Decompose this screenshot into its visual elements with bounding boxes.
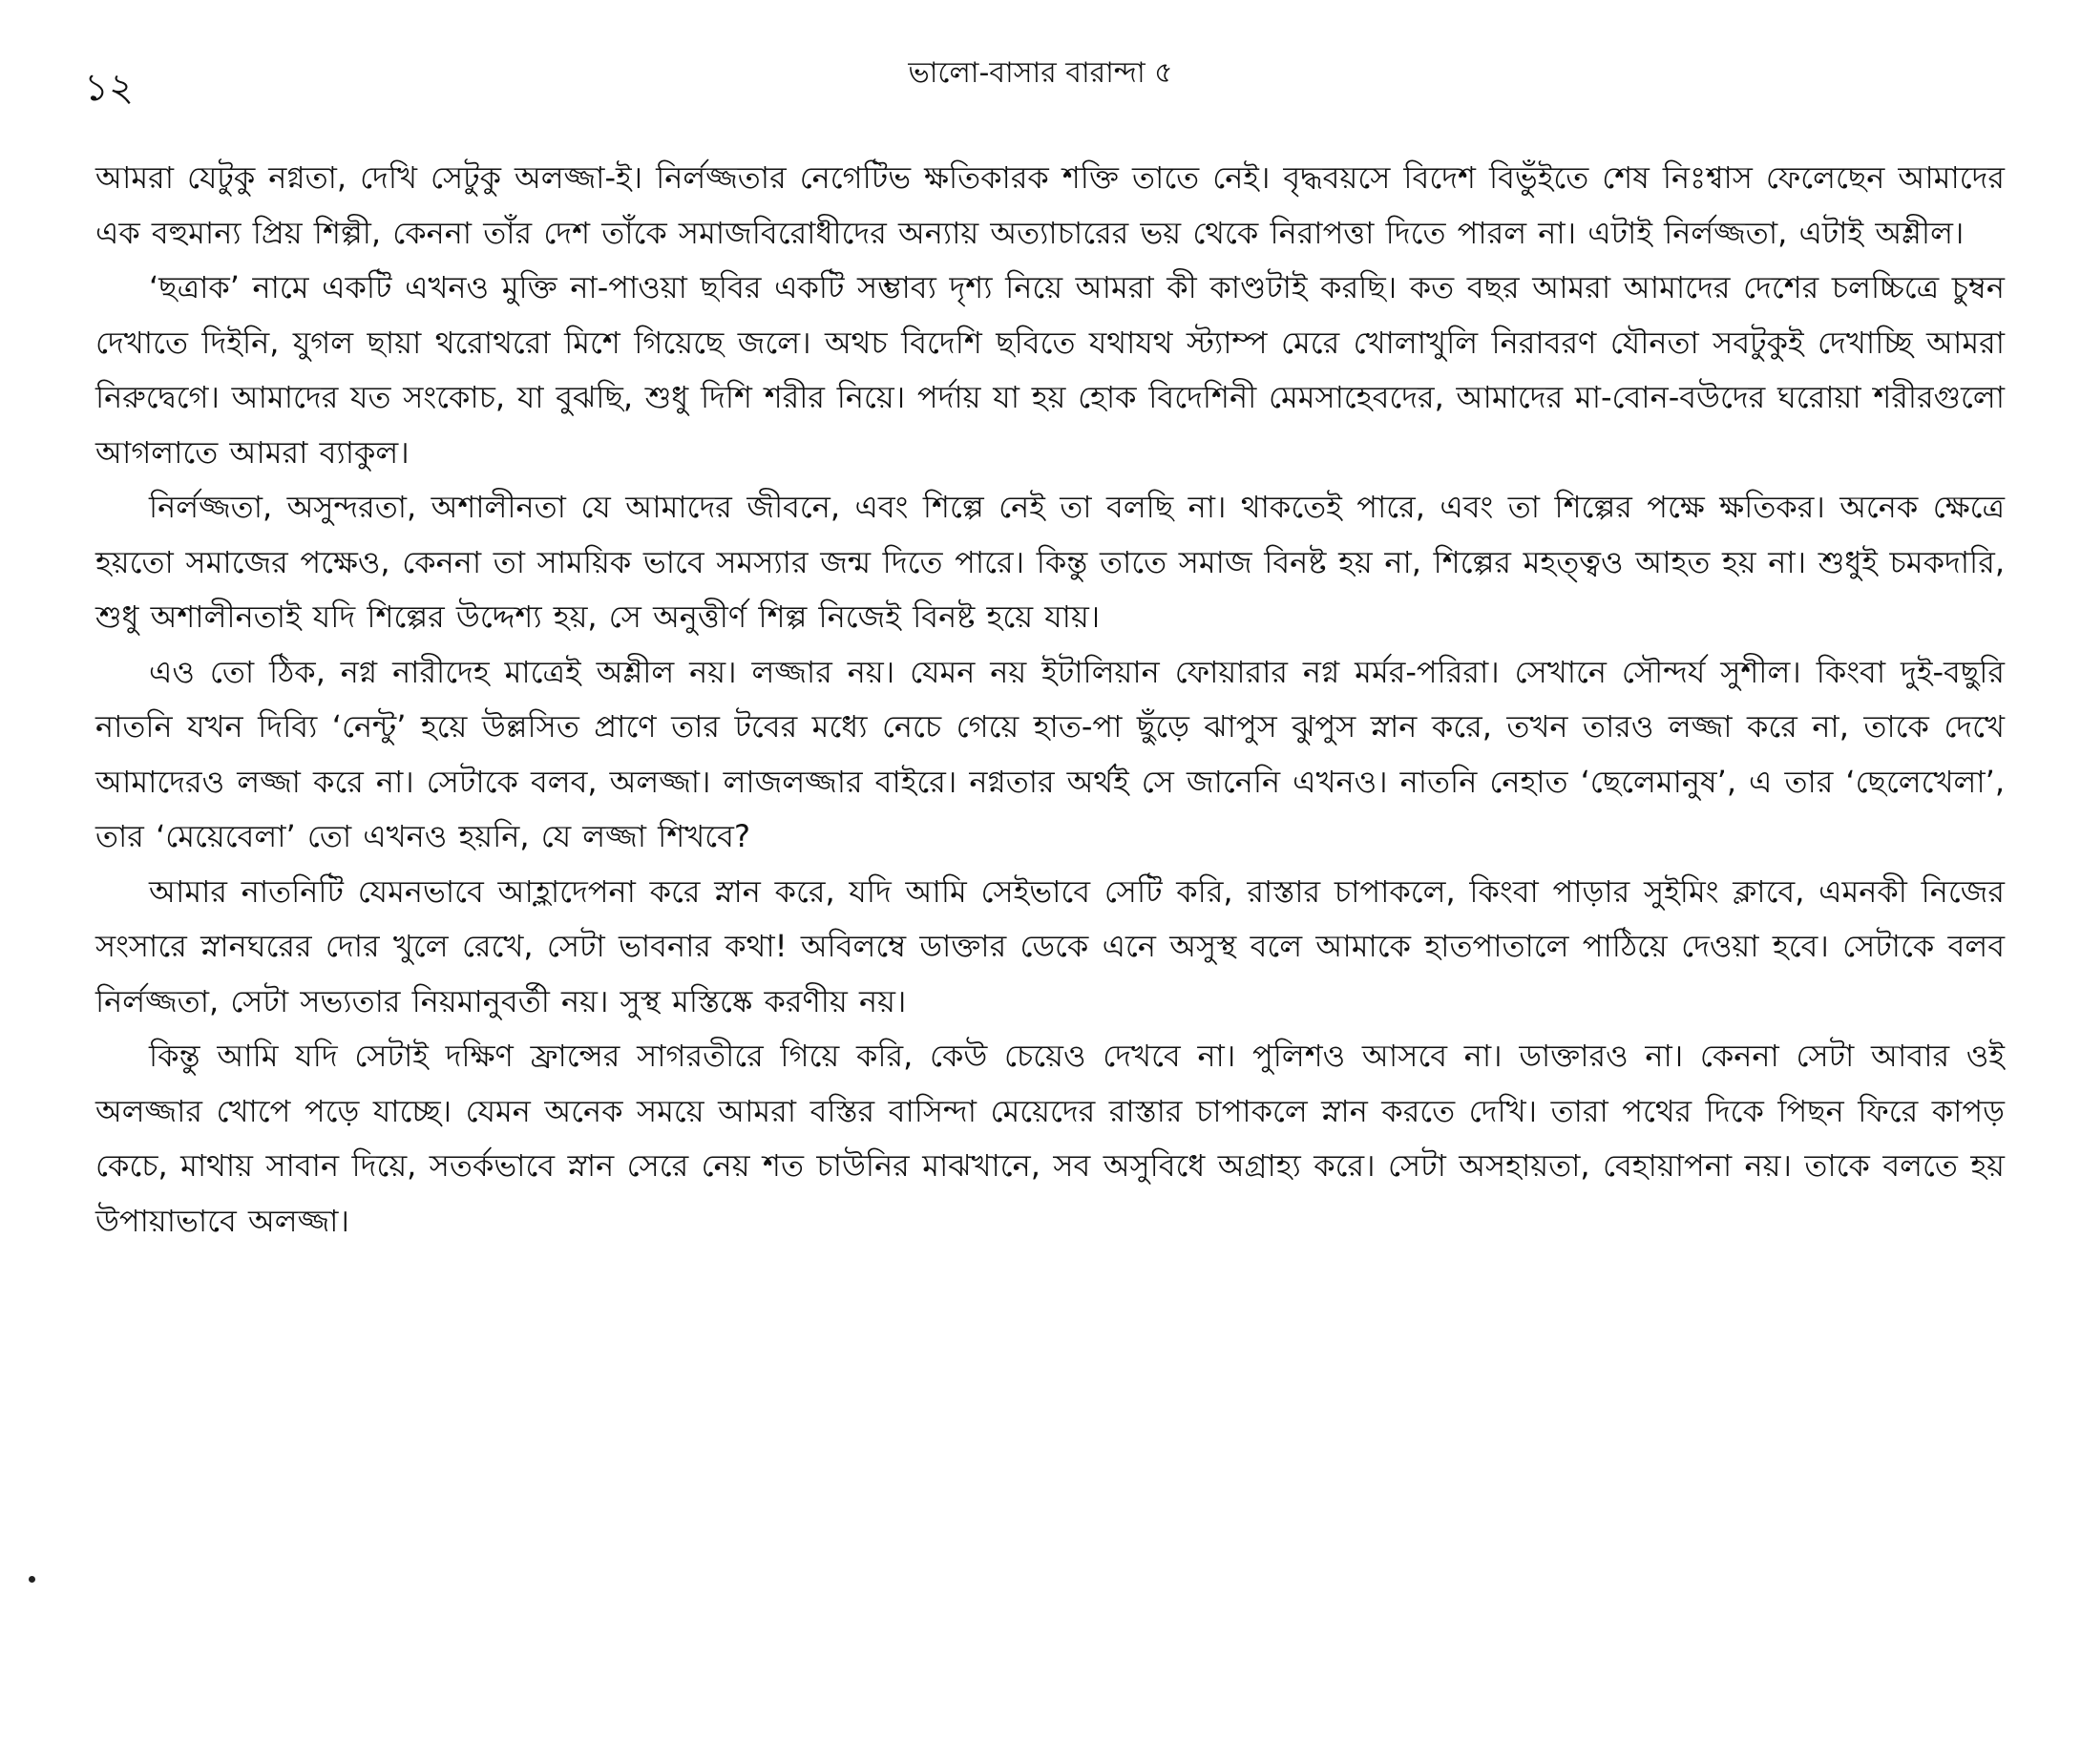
- paragraph: কিন্তু আমি যদি সেটাই দক্ষিণ ফ্রান্সের সাগরতীরে গিয়ে করি, কেউ চেয়েও দেখবে না। পুলিশও আসবে না। ডাক্তারও না। কেননা সেটা আবার ওই অলজ্জার খোপে পড়ে যাচ্ছে। যেমন অনেক সময়ে আমরা বস্তির বাসিন্দা মেয়েদের রাস্তার চাপাকলে স্নান করতে দেখি। তারা পথের দিকে পিছন ফিরে কাপড় কেচে, মাথায় সাবান দিয়ে, সতর্কভাবে স্নান সেরে নেয় শত চাউনির মাঝখানে, সব অসুবিধে অগ্রাহ্য করে। সেটা অসহায়তা, বেহায়াপনা নয়। তাকে বলতে হয় উপায়াভাবে অলজ্জা।: [95, 1038, 2005, 1239]
- paragraph: নির্লজ্জতা, অসুন্দরতা, অশালীনতা যে আমাদের জীবনে, এবং শিল্পে নেই তা বলছি না। থাকতেই পারে, এবং তা শিল্পের পক্ষে ক্ষতিকর। অনেক ক্ষেত্রে হয়তো সমাজের পক্ষেও, কেননা তা সাময়িক ভাবে সমস্যার জন্ম দিতে পারে। কিন্তু তাতে সমাজ বিনষ্ট হয় না, শিল্পের মহত্ত্বও আহত হয় না। শুধুই চমকদারি, শুধু অশালীনতাই যদি শিল্পের উদ্দেশ্য হয়, সে অনুত্তীর্ণ শিল্প নিজেই বিনষ্ট হয়ে যায়।: [95, 489, 2005, 635]
- paragraph: আমরা যেটুকু নগ্নতা, দেখি সেটুকু অলজ্জা-ই। নির্লজ্জতার নেগেটিভ ক্ষতিকারক শক্তি তাতে নেই। বৃদ্ধবয়সে বিদেশ বিভুঁইতে শেষ নিঃশ্বাস ফেলেছেন আমাদের এক বহুমান্য প্রিয় শিল্পী, কেননা তাঁর দেশ তাঁকে সমাজবিরোধীদের অন্যায় অত্যাচারের ভয় থেকে নিরাপত্তা দিতে পারল না। এটাই নির্লজ্জতা, এটাই অশ্লীল।: [95, 159, 2005, 251]
- paragraph: ‘ছত্রাক’ নামে একটি এখনও মুক্তি না-পাওয়া ছবির একটি সম্ভাব্য দৃশ্য নিয়ে আমরা কী কাণ্ডটাই করছি। কত বছর আমরা আমাদের দেশের চলচ্চিত্রে চুম্বন দেখাতে দিইনি, যুগল ছায়া থরোথরো মিশে গিয়েছে জলে। অথচ বিদেশি ছবিতে যথাযথ স্ট্যাম্প মেরে খোলাখুলি নিরাবরণ যৌনতা সবটুকুই দেখাচ্ছি আমরা নিরুদ্বেগে। আমাদের যত সংকোচ, যা বুঝছি, শুধু দিশি শরীর নিয়ে। পর্দায় যা হয় হোক বিদেশিনী মেমসাহেবদের, আমাদের মা-বোন-বউদের ঘরোয়া শরীরগুলো আগলাতে আমরা ব্যাকুল।: [95, 269, 2005, 471]
- scan-speck: [29, 1576, 35, 1583]
- paragraph: আমার নাতনিটি যেমনভাবে আহ্লাদেপনা করে স্নান করে, যদি আমি সেইভাবে সেটি করি, রাস্তার চাপাকলে, কিংবা পাড়ার সুইমিং ক্লাবে, এমনকী নিজের সংসারে স্নানঘরের দোর খুলে রেখে, সেটা ভাবনার কথা! অবিলম্বে ডাক্তার ডেকে এনে অসুস্থ বলে আমাকে হাতপাতালে পাঠিয়ে দেওয়া হবে। সেটাকে বলব নির্লজ্জতা, সেটা সভ্যতার নিয়মানুবর্তী নয়। সুস্থ মস্তিষ্কে করণীয় নয়।: [95, 872, 2005, 1019]
- paragraph: এও তো ঠিক, নগ্ন নারীদেহ মাত্রেই অশ্লীল নয়। লজ্জার নয়। যেমন নয় ইটালিয়ান ফোয়ারার নগ্ন মর্মর-পরিরা। সেখানে সৌন্দর্য সুশীল। কিংবা দুই-বছুরি নাতনি যখন দিব্যি ‘নেন্টু’ হয়ে উল্লসিত প্রাণে তার টবের মধ্যে নেচে গেয়ে হাত-পা ছুঁড়ে ঝাপুস ঝুপুস স্নান করে, তখন তারও লজ্জা করে না, তাকে দেখে আমাদেরও লজ্জা করে না। সেটাকে বলব, অলজ্জা। লাজলজ্জার বাইরে। নগ্নতার অর্থই সে জানেনি এখনও। নাতনি নেহাত ‘ছেলেমানুষ’, এ তার ‘ছেলেখেলা’, তার ‘মেয়েবেলা’ তো এখনও হয়নি, যে লজ্জা শিখবে?: [95, 653, 2005, 854]
- body-text: [95, 151, 2005, 1249]
- page-number: ১২: [84, 66, 134, 110]
- running-header: ভালো-বাসার বারান্দা ৫: [908, 56, 1173, 90]
